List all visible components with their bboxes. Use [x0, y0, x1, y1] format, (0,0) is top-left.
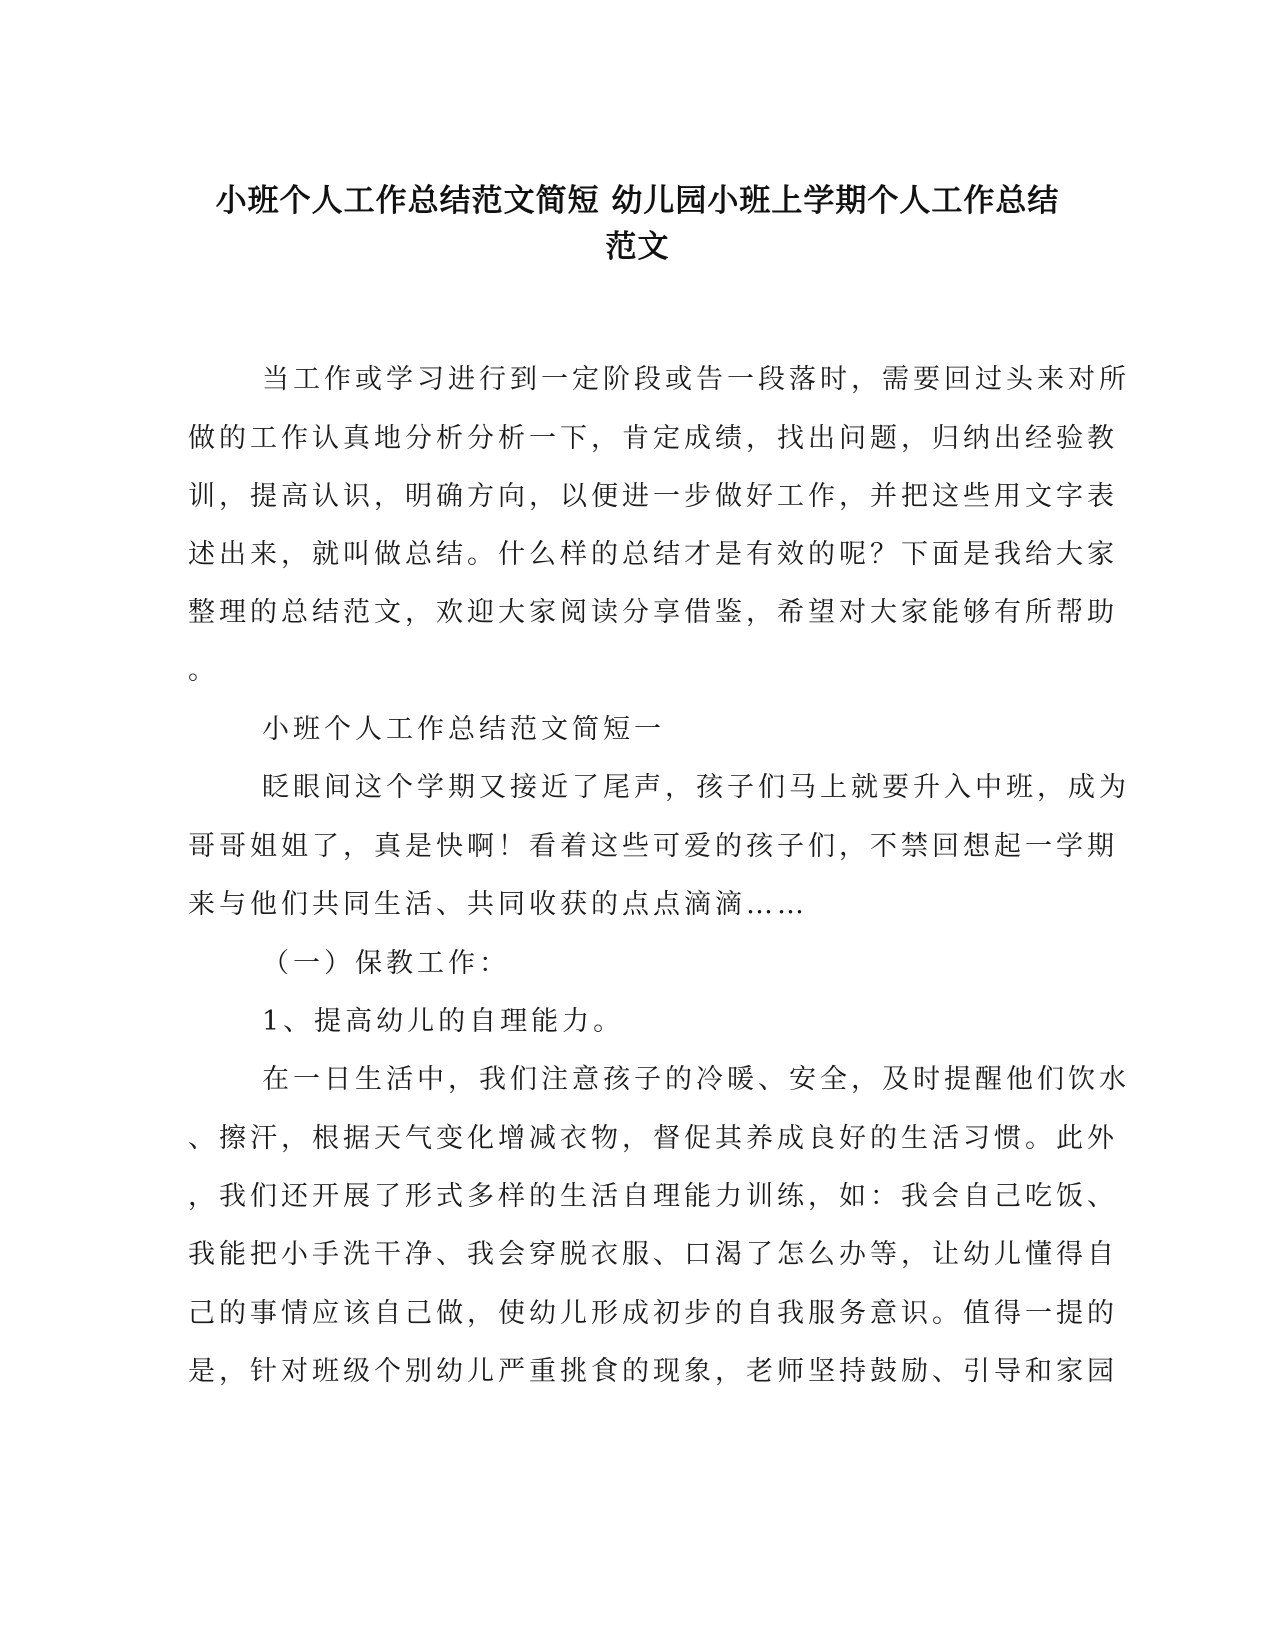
body-line: 在一日生活中，我们注意孩子的冷暖、安全，及时提醒他们饮水 — [262, 1064, 1130, 1095]
body-line: 我能把小手洗干净、我会穿脱衣服、口渴了怎么办等，让幼儿懂得自 — [188, 1239, 1118, 1270]
body-line: 眨眼间这个学期又接近了尾声，孩子们马上就要升入中班，成为 — [262, 772, 1130, 803]
body-line: 述出来，就叫做总结。什么样的总结才是有效的呢？下面是我给大家 — [188, 539, 1118, 570]
body-line: 当工作或学习进行到一定阶段或告一段落时，需要回过头来对所 — [262, 364, 1130, 395]
title-line-1: 小班个人工作总结范文简短 幼儿园小班上学期个人工作总结 — [215, 183, 1060, 219]
body-line: 己的事情应该自己做，使幼儿形成初步的自我服务意识。值得一提的 — [188, 1298, 1118, 1329]
body-line: ，我们还开展了形式多样的生活自理能力训练，如：我会自己吃饭、 — [188, 1181, 1118, 1212]
body-line: 。 — [188, 655, 219, 686]
body-line: 来与他们共同生活、共同收获的点点滴滴…… — [188, 889, 808, 920]
body-line: 训，提高认识，明确方向，以便进一步做好工作，并把这些用文字表 — [188, 481, 1118, 512]
subsection-heading: （一）保教工作： — [262, 948, 510, 979]
body-line: 整理的总结范文，欢迎大家阅读分享借鉴，希望对大家能够有所帮助 — [188, 597, 1118, 628]
section-heading: 小班个人工作总结范文简短一 — [262, 714, 665, 745]
list-item-heading: 1、提高幼儿的自理能力。 — [262, 1006, 625, 1037]
body-line: 做的工作认真地分析分析一下，肯定成绩，找出问题，归纳出经验教 — [188, 423, 1118, 454]
body-line: 是，针对班级个别幼儿严重挑食的现象，老师坚持鼓励、引导和家园 — [188, 1356, 1118, 1387]
title-line-2: 范文 — [605, 229, 670, 265]
body-line: 、擦汗，根据天气变化增减衣物，督促其养成良好的生活习惯。此外 — [188, 1123, 1118, 1154]
body-line: 哥哥姐姐了，真是快啊！看着这些可爱的孩子们，不禁回想起一学期 — [188, 831, 1118, 862]
document-title — [180, 178, 1095, 270]
